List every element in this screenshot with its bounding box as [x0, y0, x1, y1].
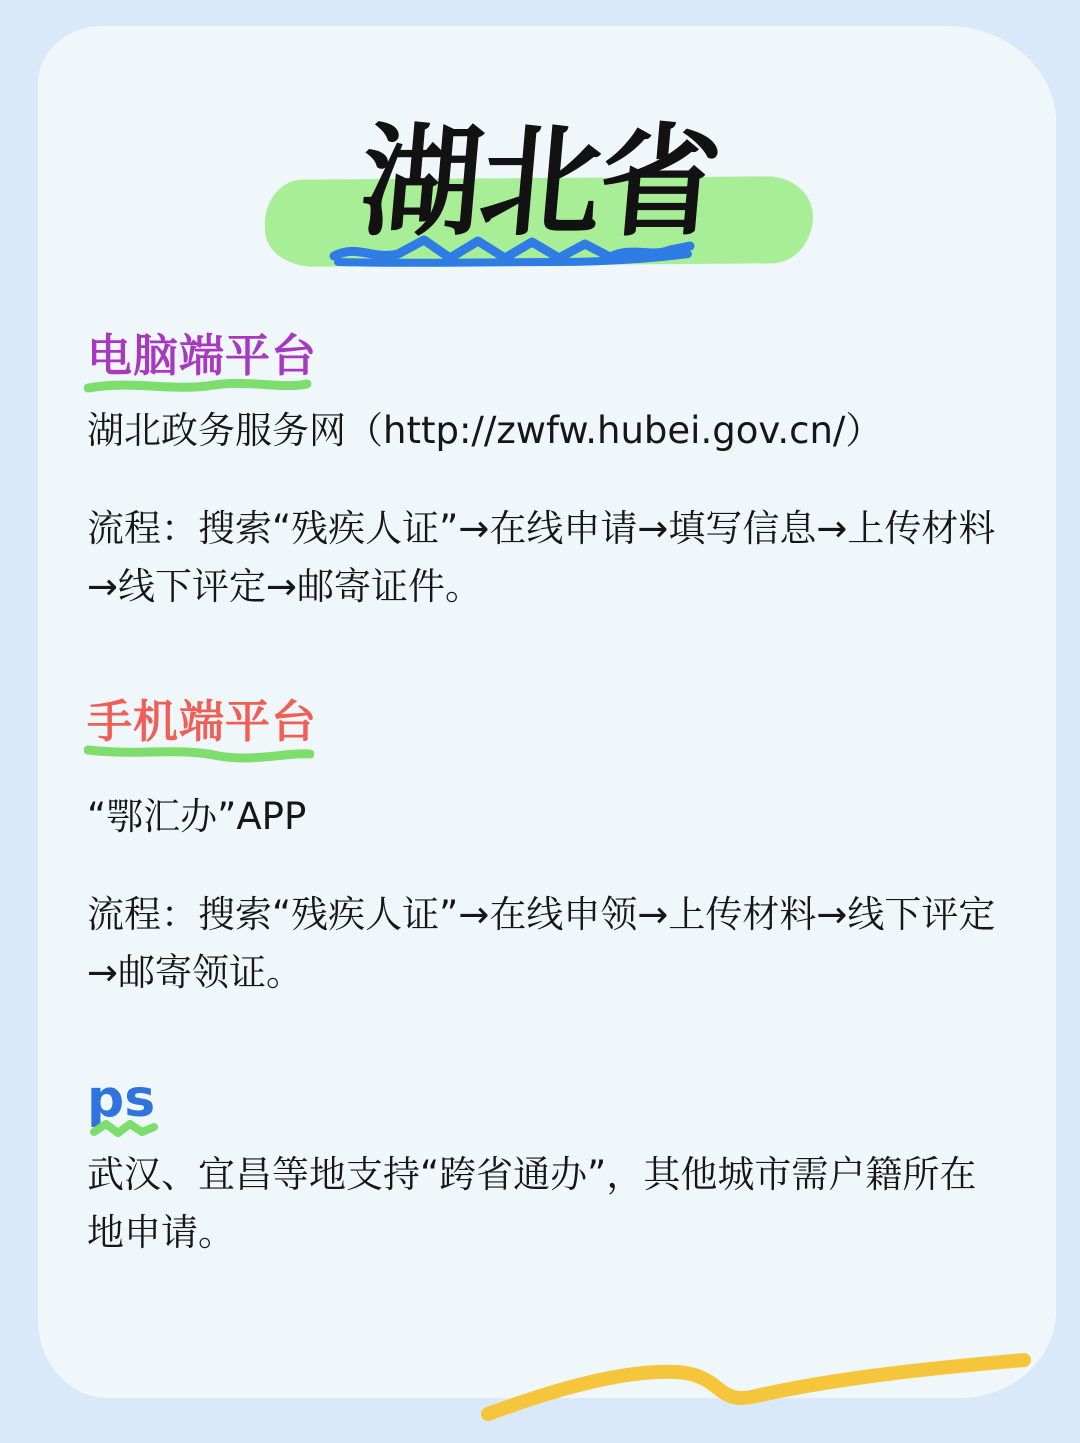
section-pc-heading-underline-icon	[84, 376, 312, 396]
section-pc-heading: 电脑端平台	[87, 329, 318, 382]
section-mobile-flow: 流程：搜索“残疾人证”→在线申领→上传材料→线下评定→邮寄领证。	[87, 893, 996, 994]
section-ps-heading: ps	[87, 1069, 156, 1129]
page-title: 湖北省	[355, 112, 725, 253]
section-mobile-heading: 手机端平台	[87, 695, 318, 748]
section-pc-platform: 湖北政务服务网（http://zwfw.hubei.gov.cn/）	[87, 409, 883, 452]
section-ps-note: 武汉、宜昌等地支持“跨省通办”，其他城市需户籍所在地申请。	[87, 1153, 977, 1254]
section-ps-heading-underline-icon	[90, 1118, 160, 1140]
section-mobile-heading-underline-icon	[84, 742, 314, 764]
section-mobile-platform: “鄂汇办”APP	[87, 795, 307, 838]
section-pc-flow: 流程：搜索“残疾人证”→在线申请→填写信息→上传材料→线下评定→邮寄证件。	[87, 507, 996, 608]
bottom-yellow-line-icon	[478, 1348, 1034, 1424]
